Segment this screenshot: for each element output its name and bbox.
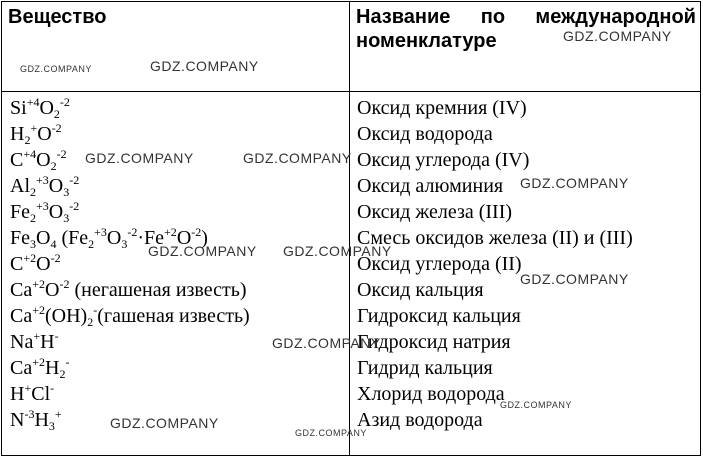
formula-cell <box>10 95 70 121</box>
formula-part: -2 <box>59 277 70 291</box>
watermark: GDZ.COMPANY <box>148 243 257 259</box>
formula-part: (Fe <box>56 227 89 249</box>
formula-part: N <box>10 409 25 431</box>
formula-cell <box>10 121 62 147</box>
formula-cell <box>10 277 247 303</box>
formula-cell <box>10 407 62 433</box>
formula-part: O <box>45 279 60 301</box>
name-cell: Гидроксид кальция <box>357 305 521 327</box>
formula-part: O <box>48 201 64 223</box>
formula-part: -2 <box>69 173 80 187</box>
name-cell: Смесь оксидов железа (II) и (III) <box>357 227 633 249</box>
formula-part: O <box>36 149 51 171</box>
header-name-line1 <box>356 5 696 29</box>
formula-part: +2 <box>32 277 45 291</box>
header-word: международной <box>535 6 696 28</box>
table-row <box>2 95 700 121</box>
name-cell: Гидрид кальция <box>357 357 493 379</box>
header-word: по <box>480 6 506 28</box>
formula-part: 2 <box>53 107 60 121</box>
formula-part: 3 <box>63 185 70 199</box>
formula-part: H <box>40 331 55 353</box>
formula-part: - <box>65 355 70 369</box>
formula-part: -2 <box>59 95 70 109</box>
formula-part: Na <box>10 331 34 353</box>
formula-part: +2 <box>23 251 37 265</box>
formula-part: +4 <box>23 147 37 161</box>
header-name-line2: номенклатуре <box>356 30 497 52</box>
name-cell: Гидроксид натрия <box>357 331 511 353</box>
formula-part: +3 <box>36 199 49 213</box>
formula-part: ) <box>201 227 208 249</box>
formula-part: H <box>34 409 49 431</box>
header-word: Название <box>356 6 451 28</box>
formula-part: + <box>54 407 62 421</box>
formula-part: Si <box>10 97 27 119</box>
formula-part: O <box>176 227 192 249</box>
formula-cell <box>10 173 79 199</box>
name-cell: Оксид алюминия <box>357 175 504 197</box>
name-cell: Оксид углерода (IV) <box>357 149 530 171</box>
watermark: GDZ.COMPANY <box>283 243 392 259</box>
formula-part: 3 <box>63 211 70 225</box>
formula-part: O <box>106 227 122 249</box>
formula-part: O <box>37 123 52 145</box>
formula-part: Fe <box>10 227 30 249</box>
name-cell: Хлорид водорода <box>357 383 505 405</box>
formula-cell <box>10 303 250 329</box>
formula-cell <box>10 355 69 381</box>
formula-part: 3 <box>48 419 55 433</box>
formula-part: C <box>10 149 24 171</box>
formula-part: Al <box>10 175 30 197</box>
formula-part: -2 <box>127 225 138 239</box>
formula-cell <box>10 329 59 355</box>
formula-part: ·Fe <box>137 227 165 249</box>
watermark: GDZ.COMPANY <box>520 175 629 191</box>
formula-cell <box>10 251 61 277</box>
oxides-table <box>1 1 701 456</box>
formula-part: -2 <box>56 147 67 161</box>
formula-part: O <box>36 227 51 249</box>
formula-part: 2 <box>59 367 66 381</box>
formula-part: H <box>45 357 60 379</box>
header-substance: Вещество <box>8 6 107 28</box>
formula-part: 2 <box>30 185 36 199</box>
formula-part: - <box>93 303 98 317</box>
watermark: GDZ.COMPANY <box>272 335 381 351</box>
watermark: GDZ.COMPANY <box>563 28 672 44</box>
table-row <box>2 381 700 407</box>
name-cell: Оксид кремния (IV) <box>357 97 527 119</box>
name-cell: Оксид кальция <box>357 279 484 301</box>
formula-part: + <box>30 121 38 135</box>
table-row <box>2 303 700 329</box>
formula-part: (гашеная известь) <box>97 305 250 327</box>
formula-part: +2 <box>164 225 177 239</box>
formula-part: 2 <box>30 211 36 225</box>
formula-part: + <box>24 381 32 395</box>
formula-part: -3 <box>24 407 35 421</box>
watermark: GDZ.COMPANY <box>85 150 194 166</box>
formula-part: H <box>10 123 25 145</box>
formula-part: 2 <box>87 315 94 329</box>
formula-part: 4 <box>50 237 57 251</box>
formula-cell <box>10 199 79 225</box>
formula-part: - <box>54 329 59 343</box>
formula-part: 3 <box>121 237 128 251</box>
formula-part: -2 <box>69 199 80 213</box>
table-row <box>2 355 700 381</box>
formula-part: +2 <box>32 355 45 369</box>
formula-part: -2 <box>191 225 202 239</box>
formula-part: (негашеная известь) <box>69 279 247 301</box>
formula-part: - <box>50 381 55 395</box>
formula-part: Ca <box>10 357 33 379</box>
header-divider <box>2 91 700 92</box>
watermark: GDZ.COMPANY <box>20 64 92 74</box>
formula-part: Ca <box>10 305 33 327</box>
formula-part: 2 <box>24 133 31 147</box>
watermark: GDZ.COMPANY <box>110 415 219 431</box>
formula-cell <box>10 381 54 407</box>
watermark: GDZ.COMPANY <box>243 150 352 166</box>
formula-part: C <box>10 253 24 275</box>
name-cell: Оксид железа (III) <box>357 201 513 223</box>
formula-part: O <box>39 97 54 119</box>
formula-part: -2 <box>51 121 62 135</box>
watermark: GDZ.COMPANY <box>150 58 259 74</box>
watermark: GDZ.COMPANY <box>295 428 367 438</box>
name-cell: Оксид углерода (II) <box>357 253 522 275</box>
formula-part: 3 <box>30 237 36 251</box>
formula-part: +3 <box>36 173 49 187</box>
formula-part: O <box>36 253 51 275</box>
formula-part: H <box>10 383 25 405</box>
formula-part: +4 <box>26 95 40 109</box>
formula-part: Fe <box>10 201 30 223</box>
formula-cell <box>10 147 67 173</box>
name-cell: Оксид водорода <box>357 123 493 145</box>
watermark: GDZ.COMPANY <box>500 400 572 410</box>
formula-part: Cl <box>31 383 51 405</box>
formula-part: +2 <box>32 303 45 317</box>
formula-part: 2 <box>50 159 57 173</box>
formula-part: 2 <box>88 237 95 251</box>
table-row <box>2 121 700 147</box>
formula-part: +3 <box>94 225 107 239</box>
watermark: GDZ.COMPANY <box>520 271 629 287</box>
formula-part: + <box>33 329 41 343</box>
formula-part: O <box>48 175 64 197</box>
formula-part: -2 <box>50 251 61 265</box>
formula-part: (OH) <box>45 305 88 327</box>
name-cell: Азид водорода <box>357 409 483 431</box>
table-row <box>2 199 700 225</box>
formula-part: Ca <box>10 279 33 301</box>
